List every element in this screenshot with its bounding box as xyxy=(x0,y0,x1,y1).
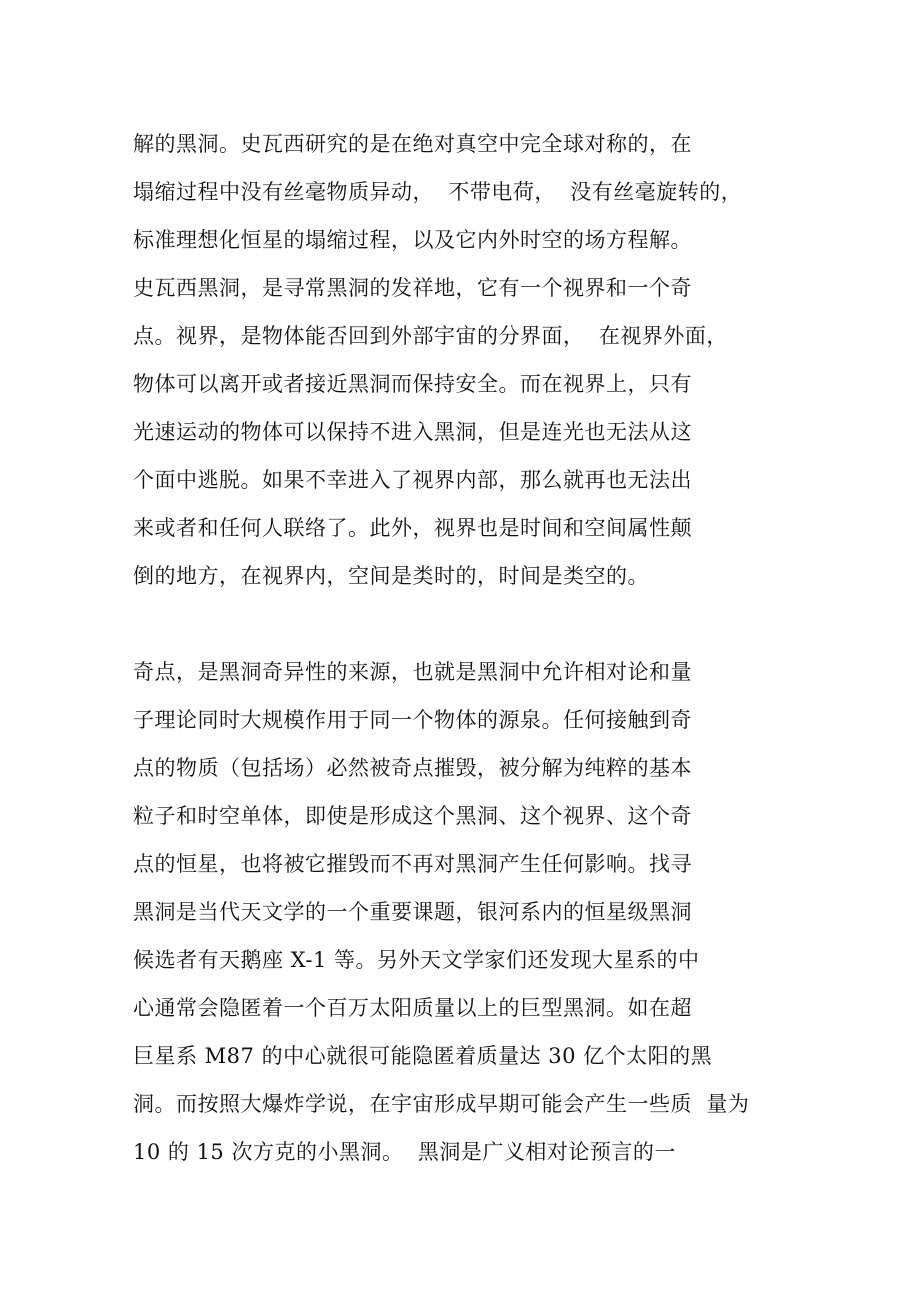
text-line: 洞。而按照大爆炸学说，在宇宙形成早期可能会产生一些质 量为 xyxy=(133,1092,750,1116)
text-line: 物体可以离开或者接近黑洞而保持安全。而在视界上，只有 xyxy=(133,372,692,396)
text-line: 粒子和时空单体，即使是形成这个黑洞、这个视界、这个奇 xyxy=(133,804,692,828)
text-line: 史瓦西黑洞，是寻常黑洞的发祥地，它有一个视界和一个奇 xyxy=(133,276,692,300)
text-line: 奇点，是黑洞奇异性的来源，也就是黑洞中允许相对论和量 xyxy=(133,660,692,684)
text-line: 来或者和任何人联络了。此外，视界也是时间和空间属性颠 xyxy=(133,516,692,540)
text-line: 点的物质（包括场）必然被奇点摧毁，被分解为纯粹的基本 xyxy=(133,756,692,780)
text-line: 标准理想化恒星的塌缩过程，以及它内外时空的场方程解。 xyxy=(133,228,692,252)
text-line: 点。视界，是物体能否回到外部宇宙的分界面， 在视界外面， xyxy=(133,324,728,348)
text-line: 光速运动的物体可以保持不进入黑洞，但是连光也无法从这 xyxy=(133,420,692,444)
text-line: 黑洞是当代天文学的一个重要课题，银河系内的恒星级黑洞 xyxy=(133,900,692,924)
text-line: 候选者有天鹅座 X-1 等。另外天文学家们还发现大星系的中 xyxy=(133,948,700,972)
text-line: 巨星系 M87 的中心就很可能隐匿着质量达 30 亿个太阳的黑 xyxy=(133,1044,713,1068)
text-line: 解的黑洞。史瓦西研究的是在绝对真空中完全球对称的，在 xyxy=(133,132,692,156)
text-line: 个面中逃脱。如果不幸进入了视界内部，那么就再也无法出 xyxy=(133,468,692,492)
text-line: 点的恒星，也将被它摧毁而不再对黑洞产生任何影响。找寻 xyxy=(133,852,692,876)
text-line: 倒的地方，在视界内，空间是类时的，时间是类空的。 xyxy=(133,564,649,588)
text-line: 心通常会隐匿着一个百万太阳质量以上的巨型黑洞。如在超 xyxy=(133,996,692,1020)
text-line: 10 的 15 次方克的小黑洞。 黑洞是广义相对论预言的一 xyxy=(133,1140,676,1164)
text-line: 塌缩过程中没有丝毫物质异动， 不带电荷， 没有丝毫旋转的， xyxy=(133,180,743,204)
text-line: 子理论同时大规模作用于同一个物体的源泉。任何接触到奇 xyxy=(133,708,692,732)
